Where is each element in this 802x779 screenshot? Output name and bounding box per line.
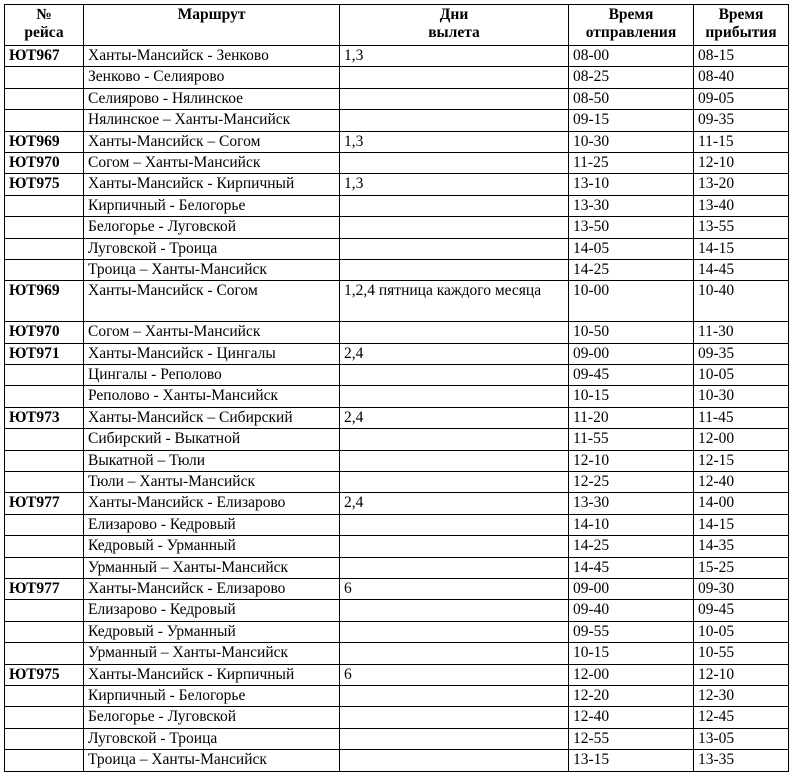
departure-time-cell: 10-15 <box>569 386 694 407</box>
flight-schedule-table <box>4 4 789 772</box>
header-route-label: Маршрут <box>177 6 246 23</box>
table-row <box>5 472 789 493</box>
departure-days-cell <box>340 707 569 728</box>
table-row <box>5 365 789 386</box>
flight-number-cell: ЮТ969 <box>5 281 84 322</box>
arrival-time-cell: 10-55 <box>694 643 789 664</box>
route-cell: Кирпичный - Белогорье <box>84 685 340 706</box>
departure-time-cell: 09-00 <box>569 578 694 599</box>
header-departure-line-2: отправления <box>585 24 677 41</box>
departure-time-cell: 08-50 <box>569 88 694 109</box>
departure-time-cell: 09-55 <box>569 621 694 642</box>
header-flight-line-2: рейса <box>24 24 64 41</box>
departure-time-cell: 08-25 <box>569 67 694 88</box>
table-row <box>5 536 789 557</box>
table-row <box>5 514 789 535</box>
route-cell: Кедровый - Урманный <box>84 621 340 642</box>
table-row <box>5 386 789 407</box>
route-cell: Ханты-Мансийск - Зенково <box>84 46 340 67</box>
departure-days-cell: 1,2,4 пятница каждого месяца <box>340 281 569 322</box>
flight-number-cell <box>5 88 84 109</box>
arrival-time-cell: 14-45 <box>694 259 789 280</box>
arrival-time-cell: 13-20 <box>694 174 789 195</box>
arrival-time-cell: 12-45 <box>694 707 789 728</box>
header-flight-line-1: № <box>36 6 52 23</box>
arrival-time-cell: 11-45 <box>694 407 789 428</box>
flight-number-cell <box>5 750 84 771</box>
header-arrival-time <box>694 5 789 46</box>
departure-days-cell <box>340 643 569 664</box>
table-row <box>5 643 789 664</box>
flight-number-cell <box>5 110 84 131</box>
arrival-time-cell: 13-05 <box>694 728 789 749</box>
departure-days-cell <box>340 88 569 109</box>
route-cell: Зенково - Селиярово <box>84 67 340 88</box>
route-cell: Троица – Ханты-Мансийск <box>84 750 340 771</box>
flight-number-cell <box>5 365 84 386</box>
table-body <box>5 46 789 772</box>
flight-number-cell <box>5 707 84 728</box>
departure-days-cell: 1,3 <box>340 131 569 152</box>
arrival-time-cell: 10-05 <box>694 621 789 642</box>
table-row <box>5 238 789 259</box>
departure-days-cell <box>340 429 569 450</box>
flight-number-cell: ЮТ977 <box>5 493 84 514</box>
departure-days-cell <box>340 728 569 749</box>
departure-days-cell: 2,4 <box>340 407 569 428</box>
table-row <box>5 281 789 322</box>
departure-days-cell <box>340 536 569 557</box>
arrival-time-cell: 12-00 <box>694 429 789 450</box>
flight-number-cell <box>5 536 84 557</box>
flight-number-cell: ЮТ973 <box>5 407 84 428</box>
flight-number-cell: ЮТ975 <box>5 664 84 685</box>
departure-days-cell: 2,4 <box>340 343 569 364</box>
flight-number-cell <box>5 643 84 664</box>
arrival-time-cell: 13-40 <box>694 195 789 216</box>
departure-time-cell: 13-10 <box>569 174 694 195</box>
departure-time-cell: 12-25 <box>569 472 694 493</box>
arrival-time-cell: 09-35 <box>694 343 789 364</box>
arrival-time-cell: 12-10 <box>694 664 789 685</box>
route-cell: Ханты-Мансийск – Согом <box>84 131 340 152</box>
departure-days-cell: 1,3 <box>340 46 569 67</box>
departure-time-cell: 12-00 <box>569 664 694 685</box>
departure-time-cell: 09-40 <box>569 600 694 621</box>
departure-days-cell <box>340 472 569 493</box>
route-cell: Ханты-Мансийск - Цингалы <box>84 343 340 364</box>
header-flight-number <box>5 5 84 46</box>
table-row <box>5 707 789 728</box>
table-row <box>5 322 789 343</box>
route-cell: Согом – Ханты-Мансийск <box>84 322 340 343</box>
departure-time-cell: 14-25 <box>569 536 694 557</box>
departure-days-cell <box>340 600 569 621</box>
flight-number-cell <box>5 450 84 471</box>
departure-time-cell: 11-25 <box>569 152 694 173</box>
flight-number-cell: ЮТ967 <box>5 46 84 67</box>
route-cell: Цингалы - Реполово <box>84 365 340 386</box>
departure-days-cell <box>340 152 569 173</box>
route-cell: Реполово - Ханты-Мансийск <box>84 386 340 407</box>
table-row <box>5 88 789 109</box>
table-row <box>5 259 789 280</box>
route-cell: Нялинское – Ханты-Мансийск <box>84 110 340 131</box>
arrival-time-cell: 09-05 <box>694 88 789 109</box>
departure-time-cell: 09-00 <box>569 343 694 364</box>
route-cell: Елизарово - Кедровый <box>84 600 340 621</box>
table-row <box>5 493 789 514</box>
route-cell: Троица – Ханты-Мансийск <box>84 259 340 280</box>
route-cell: Белогорье - Луговской <box>84 707 340 728</box>
arrival-time-cell: 12-30 <box>694 685 789 706</box>
departure-time-cell: 09-15 <box>569 110 694 131</box>
header-days-line-2: вылета <box>428 24 480 41</box>
departure-days-cell: 6 <box>340 578 569 599</box>
arrival-time-cell: 10-30 <box>694 386 789 407</box>
header-arrival-line-2: прибытия <box>705 24 777 41</box>
arrival-time-cell: 12-15 <box>694 450 789 471</box>
departure-time-cell: 13-30 <box>569 195 694 216</box>
route-cell: Ханты-Мансийск - Кирпичный <box>84 174 340 195</box>
table-row <box>5 46 789 67</box>
flight-number-cell <box>5 557 84 578</box>
departure-days-cell <box>340 386 569 407</box>
departure-days-cell: 2,4 <box>340 493 569 514</box>
route-cell: Урманный – Ханты-Мансийск <box>84 557 340 578</box>
departure-days-cell <box>340 67 569 88</box>
table-row <box>5 217 789 238</box>
departure-days-cell <box>340 450 569 471</box>
flight-number-cell: ЮТ971 <box>5 343 84 364</box>
table-row <box>5 195 789 216</box>
flight-number-cell <box>5 386 84 407</box>
flight-number-cell <box>5 685 84 706</box>
table-row <box>5 685 789 706</box>
arrival-time-cell: 11-15 <box>694 131 789 152</box>
departure-days-cell <box>340 322 569 343</box>
departure-days-cell <box>340 195 569 216</box>
route-cell: Согом – Ханты-Мансийск <box>84 152 340 173</box>
route-cell: Селиярово - Нялинское <box>84 88 340 109</box>
flight-number-cell <box>5 514 84 535</box>
flight-number-cell <box>5 621 84 642</box>
table-row <box>5 429 789 450</box>
route-cell: Ханты-Мансийск - Согом <box>84 281 340 322</box>
route-cell: Сибирский - Выкатной <box>84 429 340 450</box>
route-cell: Луговской - Троица <box>84 238 340 259</box>
route-cell: Кирпичный - Белогорье <box>84 195 340 216</box>
departure-days-cell: 1,3 <box>340 174 569 195</box>
header-days-line-1: Дни <box>439 6 469 23</box>
table-row <box>5 450 789 471</box>
arrival-time-cell: 14-15 <box>694 514 789 535</box>
table-row <box>5 152 789 173</box>
arrival-time-cell: 09-30 <box>694 578 789 599</box>
departure-days-cell: 6 <box>340 664 569 685</box>
header-row <box>5 5 789 46</box>
departure-days-cell <box>340 238 569 259</box>
flight-number-cell <box>5 67 84 88</box>
route-cell: Ханты-Мансийск - Елизарово <box>84 493 340 514</box>
departure-days-cell <box>340 365 569 386</box>
departure-days-cell <box>340 514 569 535</box>
table-row <box>5 728 789 749</box>
departure-days-cell <box>340 621 569 642</box>
flight-number-cell <box>5 728 84 749</box>
header-departure-time <box>569 5 694 46</box>
header-arrival-line-1: Время <box>718 6 764 23</box>
departure-time-cell: 10-30 <box>569 131 694 152</box>
arrival-time-cell: 12-10 <box>694 152 789 173</box>
departure-time-cell: 13-15 <box>569 750 694 771</box>
table-row <box>5 664 789 685</box>
flight-number-cell: ЮТ970 <box>5 322 84 343</box>
table-row <box>5 131 789 152</box>
arrival-time-cell: 12-40 <box>694 472 789 493</box>
table-row <box>5 343 789 364</box>
departure-time-cell: 12-20 <box>569 685 694 706</box>
route-cell: Елизарово - Кедровый <box>84 514 340 535</box>
table-row <box>5 174 789 195</box>
arrival-time-cell: 14-35 <box>694 536 789 557</box>
departure-time-cell: 12-40 <box>569 707 694 728</box>
arrival-time-cell: 13-55 <box>694 217 789 238</box>
flight-number-cell <box>5 259 84 280</box>
flight-number-cell <box>5 600 84 621</box>
table-row <box>5 750 789 771</box>
flight-number-cell <box>5 238 84 259</box>
route-cell: Ханты-Мансийск – Сибирский <box>84 407 340 428</box>
departure-time-cell: 13-30 <box>569 493 694 514</box>
arrival-time-cell: 09-35 <box>694 110 789 131</box>
arrival-time-cell: 11-30 <box>694 322 789 343</box>
route-cell: Ханты-Мансийск - Кирпичный <box>84 664 340 685</box>
header-departure-line-1: Время <box>608 6 654 23</box>
departure-time-cell: 14-25 <box>569 259 694 280</box>
flight-number-cell <box>5 217 84 238</box>
departure-time-cell: 11-20 <box>569 407 694 428</box>
departure-days-cell <box>340 259 569 280</box>
arrival-time-cell: 10-05 <box>694 365 789 386</box>
flight-number-cell <box>5 195 84 216</box>
departure-time-cell: 11-55 <box>569 429 694 450</box>
flight-number-cell: ЮТ970 <box>5 152 84 173</box>
departure-time-cell: 08-00 <box>569 46 694 67</box>
route-cell: Тюли – Ханты-Мансийск <box>84 472 340 493</box>
arrival-time-cell: 14-15 <box>694 238 789 259</box>
table-row <box>5 578 789 599</box>
header-route <box>84 5 340 46</box>
arrival-time-cell: 15-25 <box>694 557 789 578</box>
route-cell: Ханты-Мансийск - Елизарово <box>84 578 340 599</box>
table-row <box>5 67 789 88</box>
departure-days-cell <box>340 110 569 131</box>
route-cell: Урманный – Ханты-Мансийск <box>84 643 340 664</box>
departure-time-cell: 10-50 <box>569 322 694 343</box>
arrival-time-cell: 08-15 <box>694 46 789 67</box>
departure-time-cell: 14-45 <box>569 557 694 578</box>
arrival-time-cell: 13-35 <box>694 750 789 771</box>
route-cell: Луговской - Троица <box>84 728 340 749</box>
departure-days-cell <box>340 685 569 706</box>
flight-number-cell <box>5 429 84 450</box>
route-cell: Кедровый - Урманный <box>84 536 340 557</box>
departure-time-cell: 12-10 <box>569 450 694 471</box>
arrival-time-cell: 10-40 <box>694 281 789 322</box>
departure-time-cell: 13-50 <box>569 217 694 238</box>
flight-number-cell: ЮТ977 <box>5 578 84 599</box>
header-departure-days <box>340 5 569 46</box>
departure-time-cell: 09-45 <box>569 365 694 386</box>
departure-time-cell: 10-15 <box>569 643 694 664</box>
departure-time-cell: 14-05 <box>569 238 694 259</box>
table-row <box>5 407 789 428</box>
route-cell: Выкатной – Тюли <box>84 450 340 471</box>
departure-days-cell <box>340 750 569 771</box>
flight-number-cell: ЮТ969 <box>5 131 84 152</box>
table-row <box>5 557 789 578</box>
flight-number-cell: ЮТ975 <box>5 174 84 195</box>
departure-time-cell: 12-55 <box>569 728 694 749</box>
table-row <box>5 621 789 642</box>
table-row <box>5 600 789 621</box>
departure-time-cell: 14-10 <box>569 514 694 535</box>
departure-days-cell <box>340 217 569 238</box>
departure-days-cell <box>340 557 569 578</box>
arrival-time-cell: 14-00 <box>694 493 789 514</box>
arrival-time-cell: 09-45 <box>694 600 789 621</box>
table-row <box>5 110 789 131</box>
flight-number-cell <box>5 472 84 493</box>
table-header <box>5 5 789 46</box>
arrival-time-cell: 08-40 <box>694 67 789 88</box>
route-cell: Белогорье - Луговской <box>84 217 340 238</box>
departure-time-cell: 10-00 <box>569 281 694 322</box>
